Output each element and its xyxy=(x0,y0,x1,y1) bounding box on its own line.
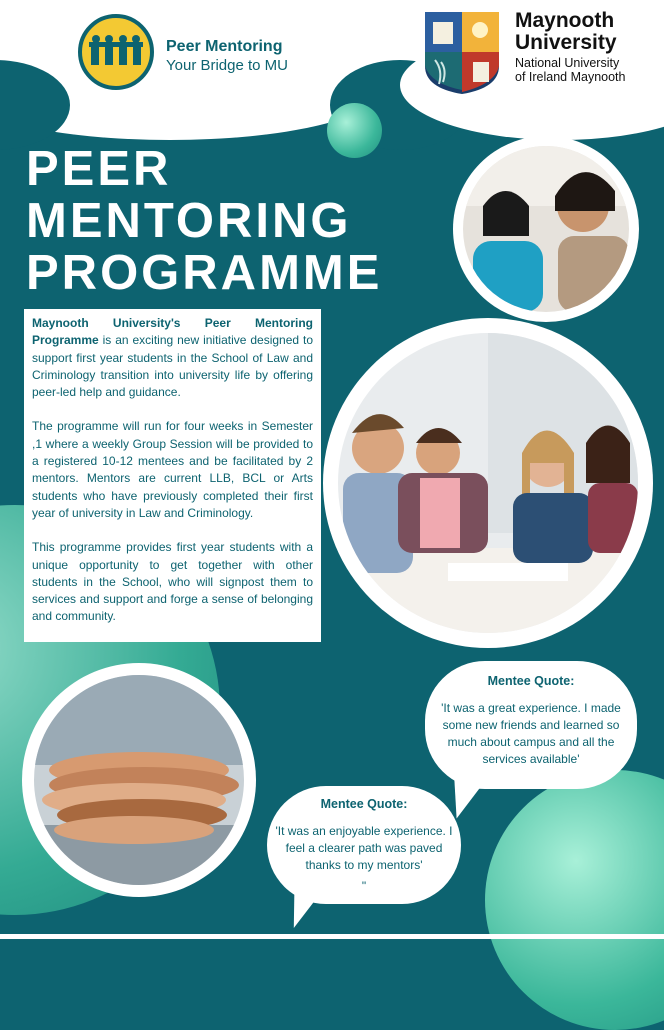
intro-rest: is an exciting new initiative designed to support first year students in the School of Law and Criminology transition into university life by offering peer-led help and guidance. xyxy=(32,333,313,400)
bridge-icon xyxy=(78,14,154,90)
stacked-hands-photo xyxy=(34,675,244,885)
quote-2-title: Mentee Quote: xyxy=(320,797,408,811)
university-name-line2: University xyxy=(515,31,617,54)
mentoring-conversation-photo xyxy=(463,146,629,312)
university-name xyxy=(515,10,617,54)
bottom-bar xyxy=(0,934,664,939)
peer-logo-title: Peer Mentoring xyxy=(166,38,283,55)
title-line3: PROGRAMME xyxy=(26,246,383,300)
quote-1-title: Mentee Quote: xyxy=(487,674,575,688)
benefits-paragraph: This programme provides first year students with a unique opportunity to get together with other students in the School, who will signpost them to services and support and forge a sense of belonging and community. xyxy=(32,540,313,624)
university-sub-line2: of Ireland Maynooth xyxy=(515,70,626,84)
university-name-line1: Maynooth xyxy=(515,9,615,32)
quote-bubble-2 xyxy=(267,786,461,904)
maynooth-university-logo xyxy=(423,10,661,100)
peer-logo-subtitle: Your Bridge to MU xyxy=(166,57,289,74)
title-line1: PEER xyxy=(26,142,172,196)
university-sub-line1: National University xyxy=(515,56,620,70)
quote-1-text: 'It was a great experience. I made some new friends and learned so much about campus and all the services available' xyxy=(441,701,621,766)
group-study-photo xyxy=(338,333,638,633)
schedule-paragraph: The programme will run for four weeks in Semester ,1 where a weekly Group Session will be provided to a registered 10-12 mentees and be facilitated by 2 mentors. Mentors are current LLB, BCL or Arts students who have previously completed their first year of university in Law and Criminology. xyxy=(32,419,313,520)
quote-bubble-1 xyxy=(425,661,637,789)
title-line2: MENTORING xyxy=(26,194,352,248)
decor-bottom-right-circle xyxy=(485,770,664,1030)
university-crest-icon xyxy=(423,10,501,94)
intro-bold: Maynooth University's Peer Mentoring Programme xyxy=(32,316,313,348)
peer-mentoring-logo xyxy=(70,12,300,102)
quote-2-text: 'It was an enjoyable experience. I feel a clearer path was paved thanks to my mentors' xyxy=(275,824,453,872)
programme-description xyxy=(24,309,321,642)
intro-paragraph xyxy=(32,315,313,401)
page-title xyxy=(26,143,382,299)
quote-2-trailing: " xyxy=(361,879,367,893)
university-subtitle xyxy=(515,56,626,84)
